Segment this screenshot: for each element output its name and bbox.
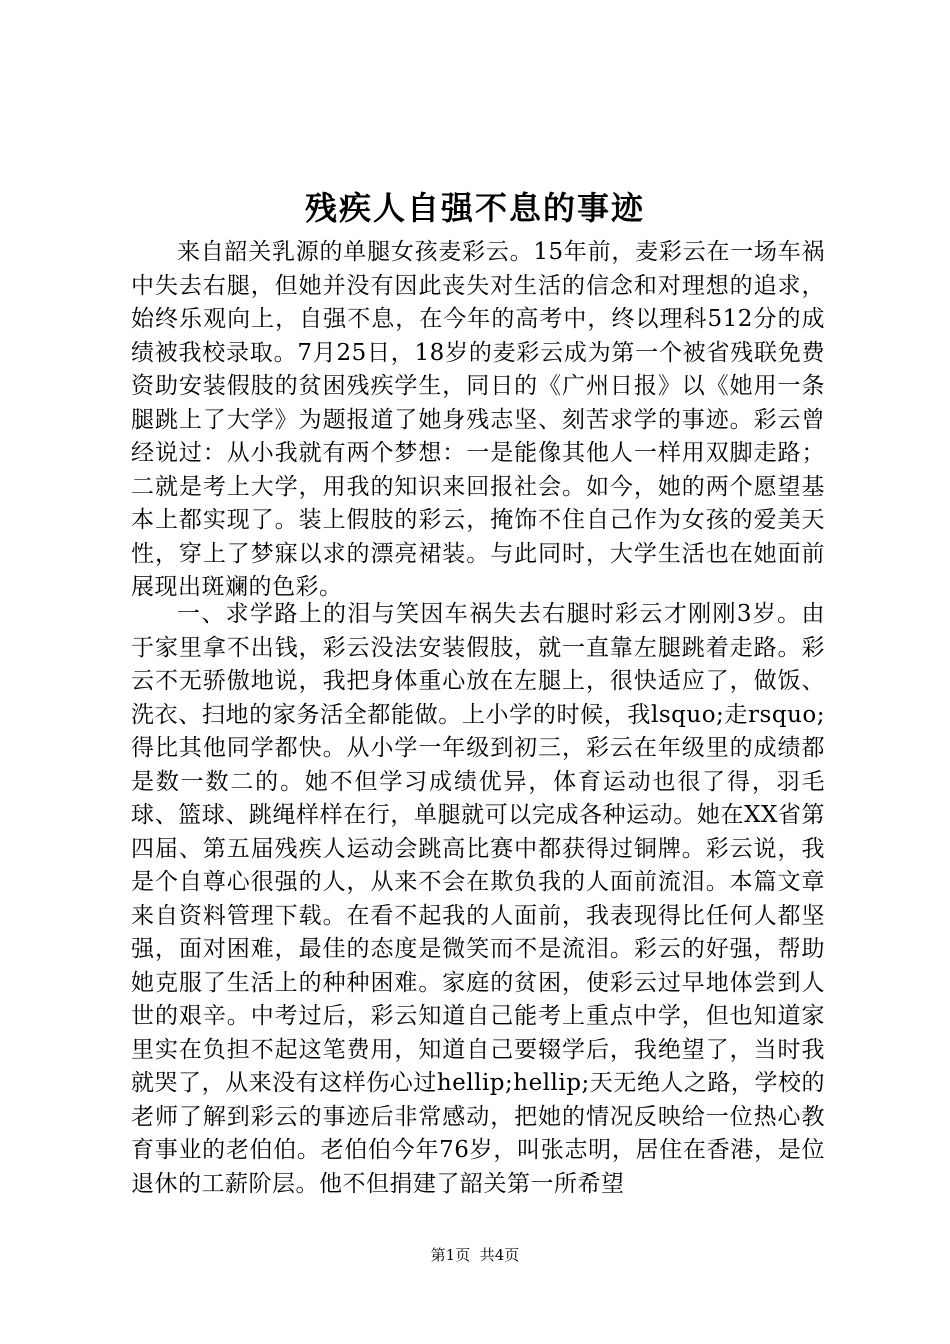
page-total: 共4页 [479, 1246, 520, 1264]
paragraph-section-one: 一、求学路上的泪与笑因车祸失去右腿时彩云才刚刚3岁。由于家里拿不出钱，彩云没法安装假肢，就一直靠左腿跳着走路。彩云不无骄傲地说，我把身体重心放在左腿上，很快适应了，做饭、洗衣、扫地的家务活全都能做。上小学的时候，我lsquo;走rsquo;得比其他同学都快。从小学一年级到初三，彩云在年级里的成绩都是数一数二的。她不但学习成绩优异，体育运动也很了得，羽毛球、篮球、跳绳样样在行，单腿就可以完成各种运动。她在XX省第四届、第五届残疾人运动会跳高比赛中都获得过铜牌。彩云说，我是个自尊心很强的人，从来不会在欺负我的人面前流泪。本篇文章来自资料管理下载。在看不起我的人面前，我表现得比任何人都坚强，面对困难，最佳的态度是微笑而不是流泪。彩云的好强，帮助她克服了生活上的种种困难。家庭的贫困，使彩云过早地体尝到人世的艰辛。中考过后，彩云知道自己能考上重点中学，但也知道家里实在负担不起这笔费用，知道自己要辍学后，我绝望了，当时我就哭了，从来没有这样伤心过hellip;hellip;天无绝人之路，学校的老师了解到彩云的事迹后非常感动，把她的情况反映给一位热心教育事业的老伯伯。老伯伯今年76岁，叫张志明，居住在香港，是位退休的工薪阶层。他不但捐建了韶关第一所希望 [131, 601, 825, 1197]
page-footer [0, 1243, 950, 1267]
paragraph-intro: 来自韶关乳源的单腿女孩麦彩云。15年前，麦彩云在一场车祸中失去右腿，但她并没有因此丧失对生活的信念和对理想的追求，始终乐观向上，自强不息，在今年的高考中，终以理科512分的成绩被我校录取。7月25日，18岁的麦彩云成为第一个被省残联免费资助安装假肢的贫困残疾学生，同日的《广州日报》以《她用一条腿跳上了大学》为题报道了她身残志坚、刻苦求学的事迹。彩云曾经说过：从小我就有两个梦想：一是能像其他人一样用双脚走路；二就是考上大学，用我的知识来回报社会。如今，她的两个愿望基本上都实现了。装上假肢的彩云，掩饰不住自己作为女孩的爱美天性，穿上了梦寐以求的漂亮裙装。与此同时，大学生活也在她面前展现出斑斓的色彩。 [131, 239, 825, 600]
document-title: 残疾人自强不息的事迹 [304, 189, 645, 227]
page-number: 第1页 [430, 1246, 471, 1264]
